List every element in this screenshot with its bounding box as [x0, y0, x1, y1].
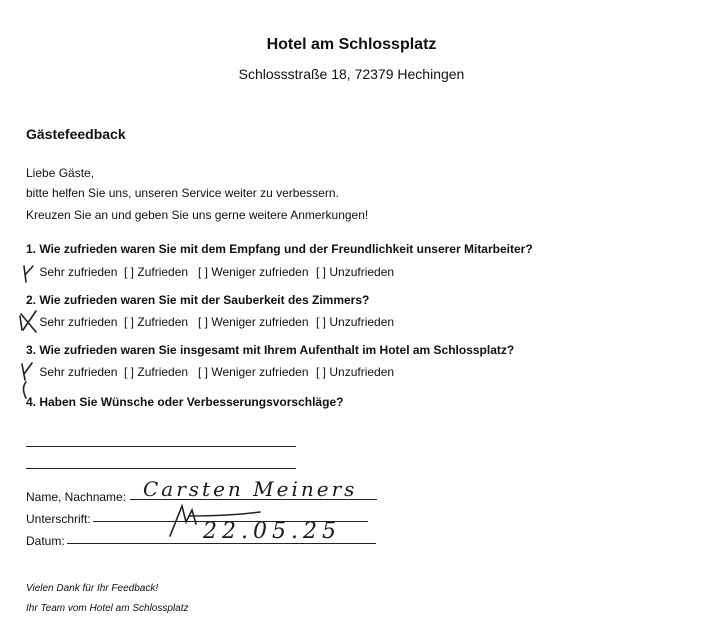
option-label: Unzufrieden	[329, 265, 395, 279]
question-3: 3. Wie zufrieden waren Sie insgesamt mit Ihrem Aufenthalt im Hotel am Schlossplatz?	[26, 343, 515, 357]
footer-thanks: Vielen Dank für Ihr Feedback!	[26, 583, 159, 594]
option-label: Weniger zufrieden	[211, 265, 309, 279]
checkbox[interactable]: [ ]	[316, 365, 327, 379]
hotel-name: Hotel am Schlossplatz	[266, 36, 437, 53]
date-value: 22.05.25	[203, 519, 341, 544]
question-1-options	[26, 265, 394, 279]
option-weniger-zufrieden[interactable]	[198, 365, 316, 379]
checkmark-2-icon	[18, 308, 42, 336]
question-1: 1. Wie zufrieden waren Sie mit dem Empfang und der Freundlichkeit unserer Mitarbeiter?	[26, 242, 533, 256]
checkmark-1-icon	[20, 262, 40, 288]
question-2-options	[26, 315, 394, 329]
option-sehr-zufrieden[interactable]	[26, 265, 124, 279]
signature-label: Unterschrift:	[26, 512, 91, 526]
hotel-address: Schlossstraße 18, 72379 Hechingen	[238, 66, 465, 82]
name-value: Carsten Meiners	[143, 477, 358, 501]
option-label: Weniger zufrieden	[211, 365, 309, 379]
option-label: Unzufrieden	[329, 365, 395, 379]
date-label: Datum:	[26, 534, 65, 548]
intro-greeting: Liebe Gäste,	[26, 166, 95, 180]
checkbox[interactable]: [ ]	[316, 315, 327, 329]
option-unzufrieden[interactable]	[316, 365, 394, 379]
answer-line-1[interactable]	[26, 446, 296, 447]
option-label: Zufrieden	[137, 265, 189, 279]
checkbox[interactable]: [ ]	[316, 265, 327, 279]
option-label: Sehr zufrieden	[39, 365, 118, 379]
answer-line-2[interactable]	[26, 468, 296, 469]
option-zufrieden[interactable]	[124, 365, 198, 379]
option-label: Unzufrieden	[329, 315, 395, 329]
intro-line-2: Kreuzen Sie an und geben Sie uns gerne weitere Anmerkungen!	[26, 208, 369, 222]
name-label: Name, Nachname:	[26, 490, 127, 504]
option-zufrieden[interactable]	[124, 265, 198, 279]
section-title: Gästefeedback	[26, 126, 126, 142]
option-label: Sehr zufrieden	[39, 265, 118, 279]
option-zufrieden[interactable]	[124, 315, 198, 329]
option-sehr-zufrieden[interactable]	[26, 365, 124, 379]
option-label: Sehr zufrieden	[39, 315, 118, 329]
checkbox[interactable]: [ ]	[124, 265, 135, 279]
intro-line-1: bitte helfen Sie uns, unseren Service weiter zu verbessern.	[26, 186, 339, 200]
checkbox[interactable]: [ ]	[198, 365, 209, 379]
checkbox[interactable]: [ ]	[198, 265, 209, 279]
option-weniger-zufrieden[interactable]	[198, 315, 316, 329]
question-2: 2. Wie zufrieden waren Sie mit der Sauberkeit des Zimmers?	[26, 293, 370, 307]
question-4: 4. Haben Sie Wünsche oder Verbesserungsvorschläge?	[26, 395, 344, 409]
option-label: Zufrieden	[137, 365, 189, 379]
question-3-options	[26, 365, 394, 379]
option-label: Zufrieden	[137, 315, 189, 329]
footer-team: Ihr Team vom Hotel am Schlossplatz	[26, 603, 189, 614]
checkmark-3-icon	[18, 360, 38, 400]
checkbox[interactable]: [ ]	[198, 315, 209, 329]
option-unzufrieden[interactable]	[316, 315, 394, 329]
option-weniger-zufrieden[interactable]	[198, 265, 316, 279]
option-unzufrieden[interactable]	[316, 265, 394, 279]
checkbox[interactable]: [ ]	[124, 365, 135, 379]
checkbox[interactable]: [ ]	[124, 315, 135, 329]
option-label: Weniger zufrieden	[211, 315, 309, 329]
